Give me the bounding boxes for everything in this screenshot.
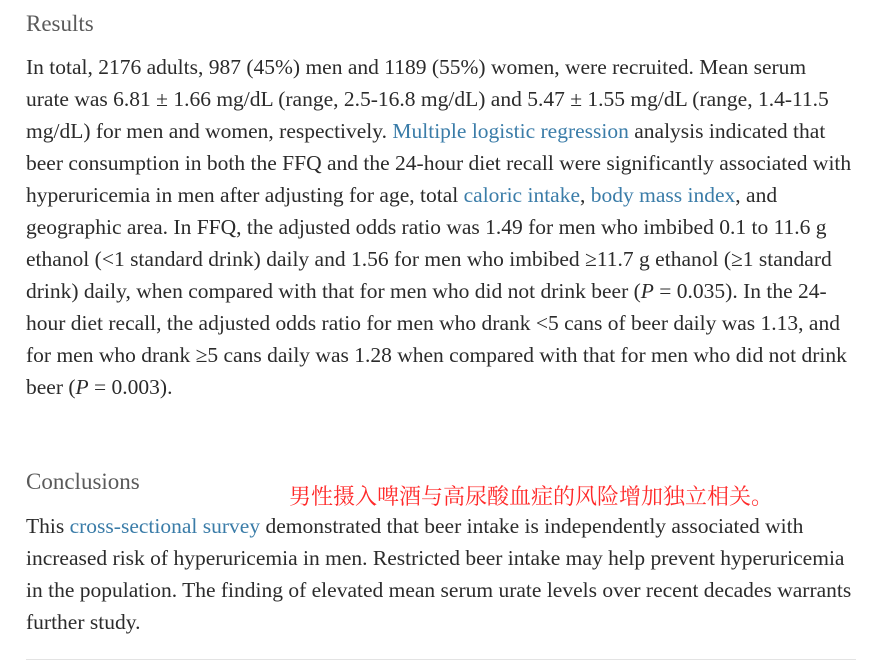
p-value-symbol: P xyxy=(640,279,654,303)
results-text-4: , and geographic area. In FFQ, the adjusted odds ratio was 1.49 for men who imbibed 0.1 to 11.6 g ethanol (<1 standard drink) daily and 1.56 for men who imbibed ≥11.7 g ethanol (≥1 standard drink) daily, when compared with that for men who did not drink beer ( xyxy=(26,183,832,303)
results-text-2: analysis indicated that beer consumption in both the FFQ and the 24-hour diet recall were significantly associated with hyperuricemia in men after adjusting for age, total xyxy=(26,119,852,207)
body-mass-index-link[interactable]: body mass index xyxy=(590,183,736,207)
results-heading: Results xyxy=(26,11,94,36)
results-text-1: In total, 2176 adults, 987 (45%) men and 1189 (55%) women, were recruited. Mean serum urate was 6.81 ± 1.66 mg/dL (range, 2.5-16.8 mg/dL) and 5.47 ± 1.55 mg/dL (range, 1.4-11.5 mg/dL) for men and women, respectively. xyxy=(26,55,829,143)
conclusions-heading: Conclusions xyxy=(26,469,140,494)
results-paragraph xyxy=(26,51,854,403)
conclusions-text-1: This xyxy=(26,514,70,538)
chinese-annotation: 男性摄入啤酒与高尿酸血症的风险增加独立相关。 xyxy=(289,485,774,510)
multiple-logistic-regression-link[interactable]: Multiple logistic regression xyxy=(392,119,629,143)
conclusions-text-2: demonstrated that beer intake is independently associated with increased risk of hyperuricemia in men. Restricted beer intake may help prevent hyperuricemia in the population. The finding of elevated mean serum urate levels over recent decades warrants further study. xyxy=(26,514,852,634)
cross-sectional-survey-link[interactable]: cross-sectional survey xyxy=(69,514,261,538)
p-value-symbol: P xyxy=(75,375,89,399)
results-text-6: = 0.003). xyxy=(88,375,173,399)
results-text-3: , xyxy=(580,183,591,207)
section-divider xyxy=(26,659,856,660)
caloric-intake-link[interactable]: caloric intake xyxy=(463,183,581,207)
conclusions-paragraph xyxy=(26,510,854,638)
results-text-5: = 0.035). In the 24-hour diet recall, the adjusted odds ratio for men who drank <5 cans of beer daily was 1.13, and for men who drank ≥5 cans daily was 1.28 when compared with that for men who did not drink beer ( xyxy=(26,279,847,399)
